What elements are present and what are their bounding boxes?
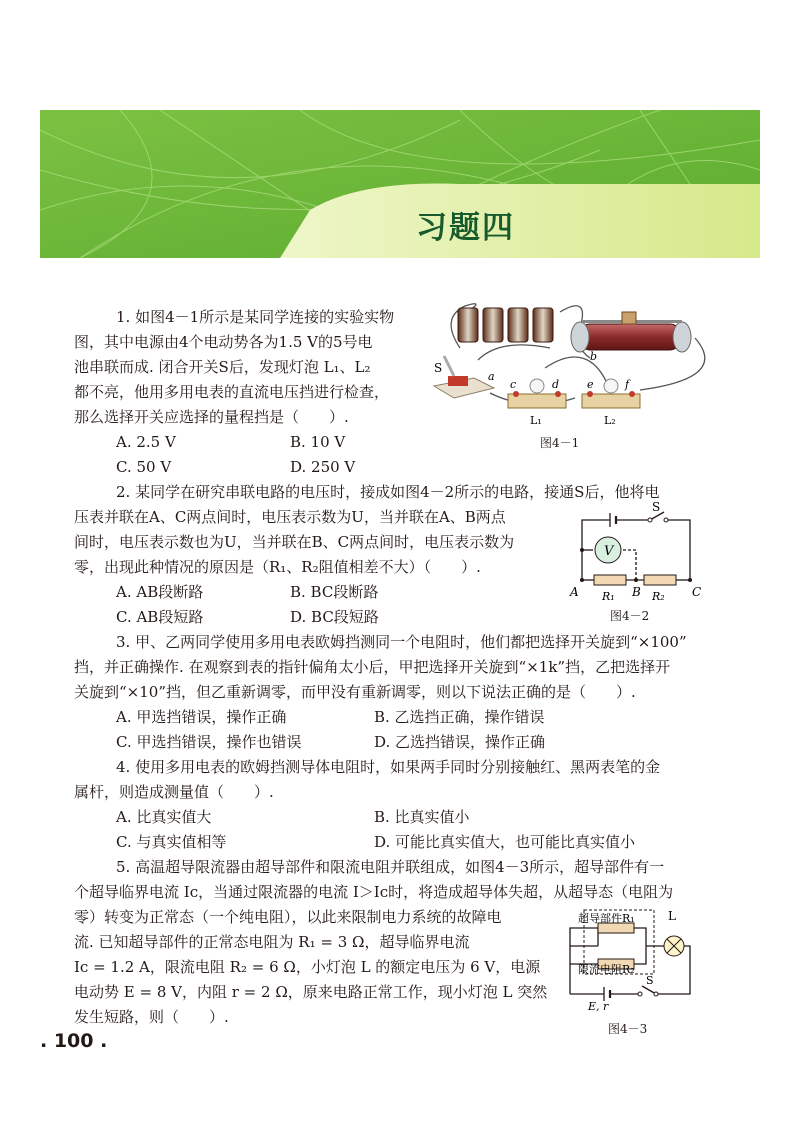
fig1-label-d: d <box>552 378 560 391</box>
q5-line-3: 零）转变为正常态（一个纯电阻），以此来限制电力系统的故障电 <box>74 908 502 926</box>
rheostat <box>571 312 691 352</box>
resistor-r2 <box>644 575 676 585</box>
fig1-label-e: e <box>587 378 594 391</box>
q2-option-d: D. BC段短路 <box>290 608 379 626</box>
q3-option-a: A. 甲选挡错误，操作正确 <box>116 708 287 726</box>
q3-option-b: B. 乙选挡正确，操作错误 <box>374 708 545 726</box>
fig2-label-r1: R₁ <box>602 590 615 603</box>
q1-option-a: A. 2.5 V <box>116 433 176 451</box>
fig1-label-b: b <box>590 350 598 363</box>
fig3-label-superconductor: 超导部件R₁ <box>578 912 635 925</box>
q2-option-b: B. BC段断路 <box>290 583 379 601</box>
banner-background <box>40 110 760 258</box>
q4-option-a: A. 比真实值大 <box>116 808 212 826</box>
fig3-label-er: E, r <box>588 1000 609 1013</box>
q3-option-d: D. 乙选挡错误，操作正确 <box>374 733 546 751</box>
q2-option-c: C. AB段短路 <box>116 608 204 626</box>
q2-option-a: A. AB段断路 <box>116 583 204 601</box>
fig2-label-r2: R₂ <box>652 590 665 603</box>
q4-option-c: C. 与真实值相等 <box>116 833 227 851</box>
q2-line-4: 零，出现此种情况的原因是（R₁、R₂阻值相差不大）（ ）. <box>74 558 481 576</box>
q3-line-3: 关旋到“×10”挡，但乙重新调零，而甲没有重新调零，则以下说法正确的是（ ）. <box>74 683 636 701</box>
fig1-label-l1: L₁ <box>530 414 542 427</box>
q1-line-3: 池串联而成. 闭合开关S后，发现灯泡 L₁、L₂ <box>74 358 371 376</box>
q1-line-2: 图，其中电源由4个电动势各为1.5 V的5号电 <box>74 333 373 351</box>
fig2-label-v: V <box>604 544 614 559</box>
figure-4-3-caption: 图4－3 <box>608 1022 648 1036</box>
battery-cells <box>458 308 553 342</box>
q4-option-b: B. 比真实值小 <box>374 808 470 826</box>
figure-4-2-caption: 图4－2 <box>610 609 650 623</box>
fig2-label-s: S <box>652 500 661 514</box>
q1-line-5: 那么选择开关应选择的量程挡是（ ）. <box>74 408 349 426</box>
q5-line-6: 电动势 E = 8 V，内阻 r = 2 Ω，原来电路正常工作，现小灯泡 L 突然 <box>74 983 548 1001</box>
resistor-r1 <box>594 575 626 585</box>
fig1-label-a: a <box>488 370 495 383</box>
q1-option-c: C. 50 V <box>116 458 172 476</box>
q4-line-1: 4. 使用多用电表的欧姆挡测导体电阻时，如果两手同时分别接触红、黑两表笔的金 <box>116 758 661 776</box>
page-number: . 100 . <box>40 1030 108 1052</box>
q1-line-4: 都不亮，他用多用电表的直流电压挡进行检查， <box>74 383 390 401</box>
q2-line-3: 间时，电压表示数也为U，当并联在B、C两点间时，电压表示数为 <box>74 533 515 551</box>
q3-line-1: 3. 甲、乙两同学使用多用电表欧姆挡测同一个电阻时，他们都把选择开关旋到“×100” <box>116 633 687 651</box>
switch-s <box>434 356 494 398</box>
q5-line-4: 流. 已知超导部件的正常态电阻为 R₁ = 3 Ω，超导临界电流 <box>74 933 470 951</box>
q1-option-b: B. 10 V <box>290 433 346 451</box>
figure-4-1-apparatus <box>430 298 730 428</box>
q1-line-1: 1. 如图4－1所示是某同学连接的实验实物 <box>116 308 395 326</box>
figure-4-1-caption: 图4－1 <box>540 436 580 450</box>
fig1-label-s: S <box>434 361 443 375</box>
page-title: 习题四 <box>416 210 515 246</box>
q4-option-d: D. 可能比真实值大，也可能比真实值小 <box>374 833 636 851</box>
chapter-banner <box>40 110 760 258</box>
fig3-label-limiting-resistor: 限流电阻R₂ <box>578 963 635 976</box>
q5-line-1: 5. 高温超导限流器由超导部件和限流电阻并联组成，如图4－3所示，超导部件有一 <box>116 858 665 876</box>
fig1-label-f: f <box>625 378 630 391</box>
q4-line-2: 属杆，则造成测量值（ ）. <box>74 783 274 801</box>
figure-4-3-circuit <box>564 906 704 1016</box>
q3-line-2: 挡，并正确操作. 在观察到表的指针偏角太小后，甲把选择开关旋到“×1k”挡，乙把选择开 <box>74 658 671 676</box>
fig3-label-s: S <box>646 974 654 987</box>
q5-line-2: 个超导临界电流 Iᴄ，当通过限流器的电流 I＞Iᴄ时，将造成超导体失超，从超导态（电阻为 <box>74 883 674 901</box>
q2-line-1: 2. 某同学在研究串联电路的电压时，接成如图4－2所示的电路，接通S后，他将电 <box>116 483 660 501</box>
fig1-label-c: c <box>510 378 517 391</box>
fig3-label-l: L <box>668 909 676 923</box>
fig2-label-a: A <box>570 585 579 599</box>
fig2-label-c: C <box>692 585 702 599</box>
fig1-label-l2: L₂ <box>604 414 616 427</box>
q1-option-d: D. 250 V <box>290 458 356 476</box>
figure-4-2-circuit <box>568 500 703 604</box>
q5-line-5: Iᴄ = 1.2 A，限流电阻 R₂ = 6 Ω，小灯泡 L 的额定电压为 6 V，电源 <box>74 958 541 976</box>
fig2-label-b: B <box>632 585 641 599</box>
q5-line-7: 发生短路，则（ ）. <box>74 1008 229 1026</box>
q3-option-c: C. 甲选挡错误，操作也错误 <box>116 733 302 751</box>
q2-line-2: 压表并联在A、C两点间时，电压表示数为U，当并联在A、B两点 <box>74 508 506 526</box>
